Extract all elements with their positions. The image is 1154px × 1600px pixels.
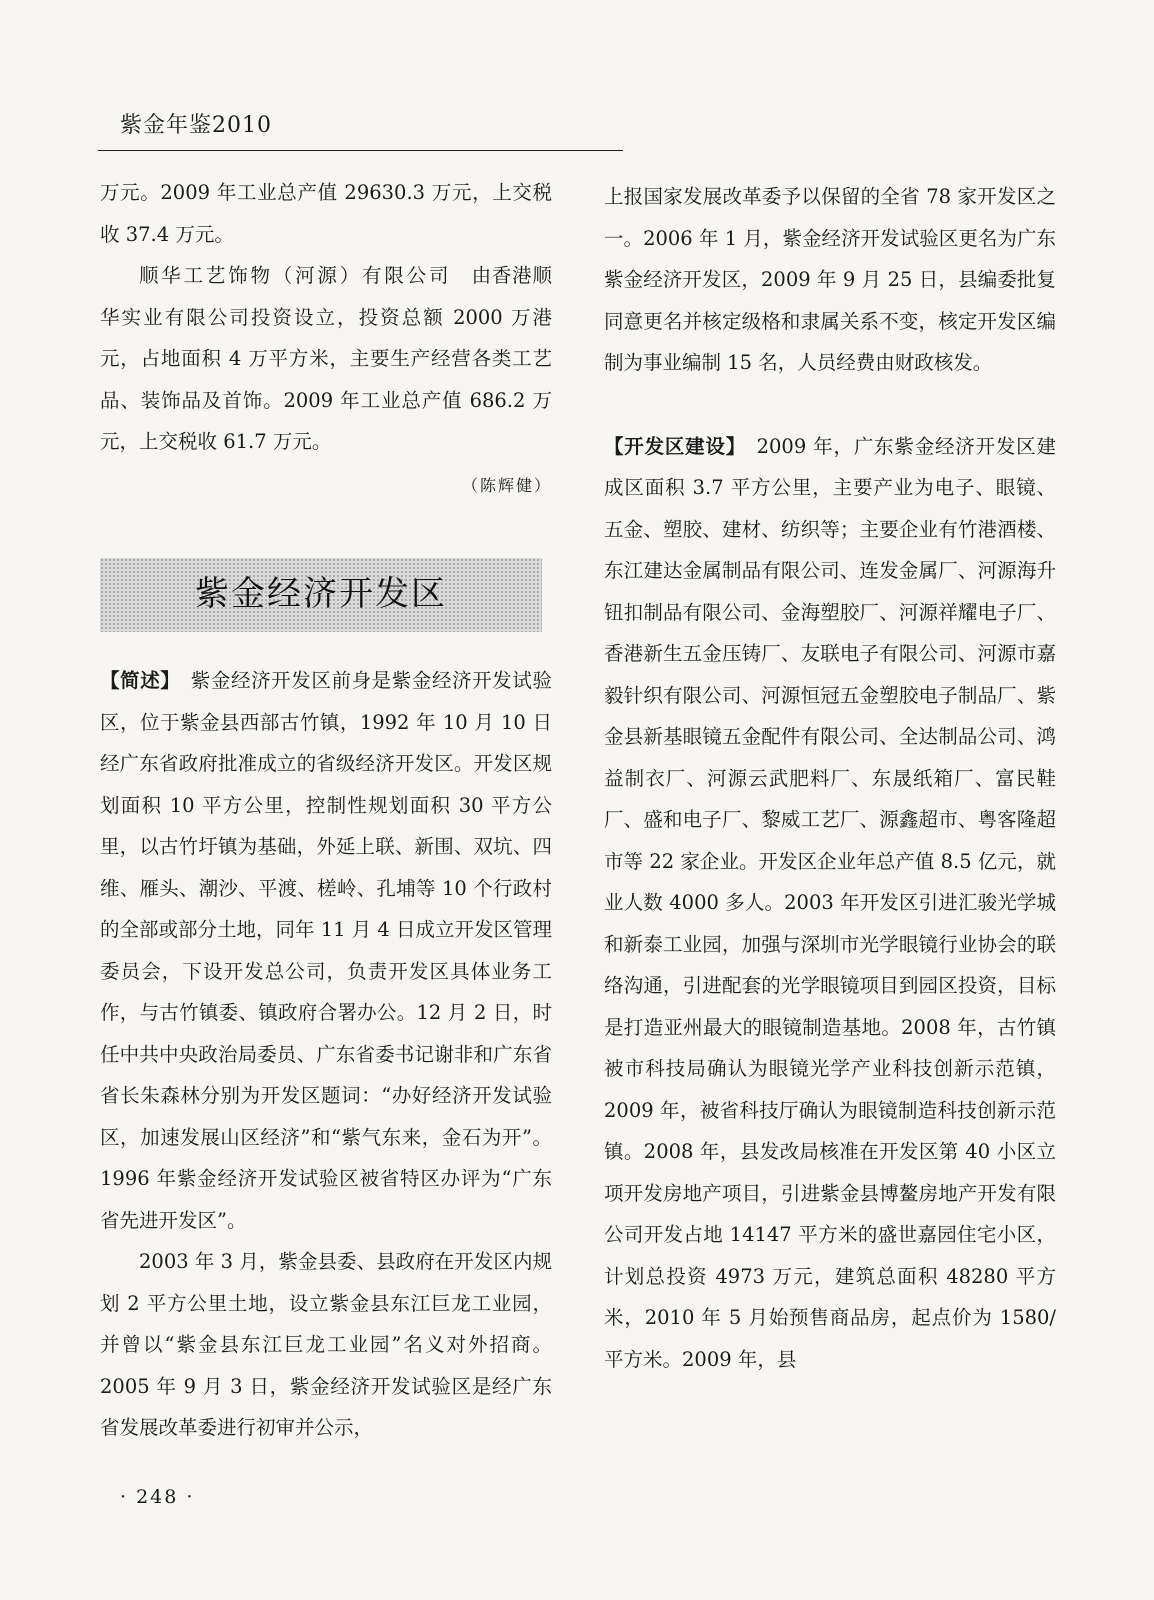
construction-tag: 【开发区建设】 (604, 434, 737, 458)
overview-paragraph (100, 660, 552, 1241)
paragraph-continuation: 万元。2009 年工业总产值 29630.3 万元，上交税收 37.4 万元。 (100, 181, 552, 246)
history-continuation: 上报国家发展改革委予以保留的全省 78 家开发区之一。2006 年 1 月，紫金经济开发试验区更名为广东紫金经济开发区，2009 年 9 月 25 日，县编委批复同意更名并核定级格和隶属关系不变，核定开发区编制为事业编制 15 名，人员经费由财政核发。 (604, 185, 1056, 374)
company-entry (100, 255, 552, 463)
running-head: 紫金年鉴2010 (120, 113, 272, 138)
section-heading-box (100, 558, 542, 632)
overview-text: 紫金经济开发区前身是紫金经济开发试验区，位于紫金县西部古竹镇，1992 年 10 月 10 日经广东省政府批准成立的省级经济开发区。开发区规划面积 10 平方公里，控制性规划面积 30 平方公里，以古竹圩镇为基础，外延上联、新围、双坑、四维、雁头、潮沙、平渡、槎岭、孔埔等 10 个行政村的全部或部分土地，同年 11 月 4 日成立开发区管理委员会，下设开发总公司，负责开发区具体业务工作，与古竹镇委、镇政府合署办公。12 月 2 日，时任中共中央政治局委员、广东省委书记谢非和广东省省长朱森林分别为开发区题词：“办好经济开发试验区，加速发展山区经济”和“紫气东来，金石为开”。1996 年紫金经济开发试验区被省特区办评为“广东省先进开发区”。 (100, 669, 553, 1232)
header-rule (98, 150, 623, 151)
construction-text: 2009 年，广东紫金经济开发区建成区面积 3.7 平方公里，主要产业为电子、眼镜、五金、塑胶、建材、纺织等；主要企业有竹港酒楼、东江建达金属制品有限公司、连发金属厂、河源海升钮扣制品有限公司、金海塑胶厂、河源祥耀电子厂、香港新生五金压铸厂、友联电子有限公司、河源市嘉毅针织有限公司、河源恒冠五金塑胶电子制品厂、紫金县新基眼镜五金配件有限公司、全达制品公司、鸿益制衣厂、河源云武肥料厂、东晟纸箱厂、富民鞋厂、盛和电子厂、黎威工艺厂、源鑫超市、粤客隆超市等 22 家企业。开发区企业年总产值 8.5 亿元，就业人数 4000 多人。2003 年开发区引进汇骏光学城和新泰工业园，加强与深圳市光学眼镜行业协会的联络沟通，引进配套的光学眼镜项目到园区投资，目标是打造亚州最大的眼镜制造基地。2008 年，古竹镇被市科技局确认为眼镜光学产业科技创新示范镇，2009 年，被省科技厅确认为眼镜制造科技创新示范镇。2008 年，县发改局核准在开发区第 40 小区立项开发房地产项目，引进紫金县博鳌房地产开发有限公司开发占地 14147 平方米的盛世嘉园住宅小区，计划总投资 4973 万元，建筑总面积 48280 平方米，2010 年 5 月始预售商品房，起点价为 1580/平方米。2009 年，县 (604, 434, 1056, 1371)
company-name: 顺华工艺饰物（河源）有限公司 (139, 264, 452, 287)
company-description: 由香港顺华实业有限公司投资设立，投资总额 2000 万港元，占地面积 4 万平方米，主要生产经营各类工艺品、装饰品及首饰。2009 年工业总产值 686.2 万元，上交税收 61.7 万元。 (100, 264, 552, 453)
page-number: · 248 · (120, 1486, 195, 1508)
left-column (100, 172, 552, 1449)
construction-paragraph (604, 426, 1056, 1381)
section-title: 紫金经济开发区 (195, 574, 447, 615)
history-paragraph: 2003 年 3 月，紫金县委、县政府在开发区内规划 2 平方公里土地，设立紫金县东江巨龙工业园，并曾以“紫金县东江巨龙工业园”名义对外招商。2005 年 9 月 3 日，紫金经济开发试验区是经广东省发展改革委进行初审并公示， (100, 1250, 552, 1439)
right-column (604, 176, 1056, 1380)
overview-tag: 【简述】 (100, 669, 171, 692)
paragraph-gap (604, 384, 1056, 426)
author-byline: （陈辉健） (461, 475, 552, 495)
